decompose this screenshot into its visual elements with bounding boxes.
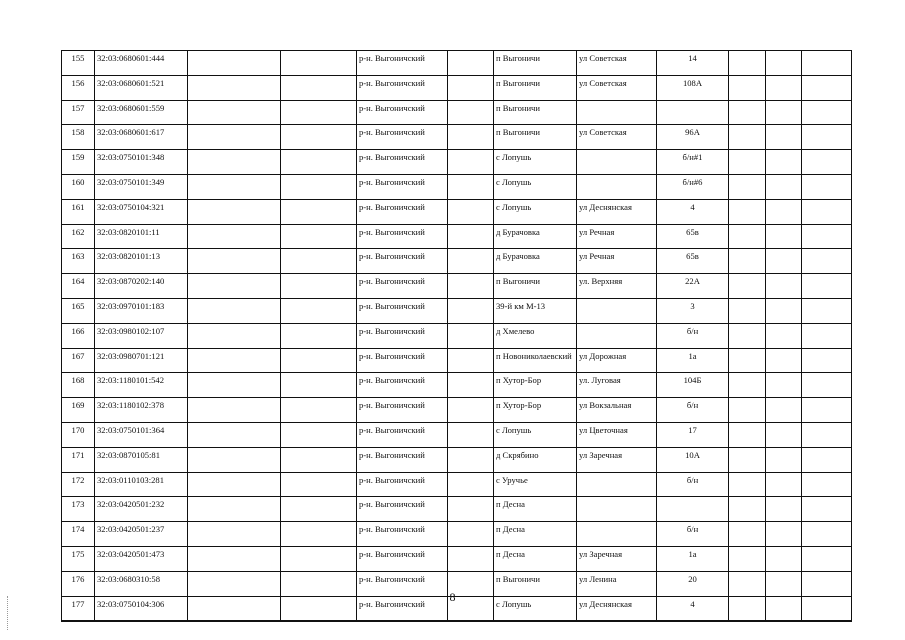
cell-n: 162 xyxy=(62,224,95,249)
cell-empty xyxy=(729,51,766,76)
cell-n: 168 xyxy=(62,373,95,398)
cell-street: ул Деснянская xyxy=(577,199,657,224)
cell-street: ул. Верхняя xyxy=(577,274,657,299)
cell-cad: 32:03:0680601:617 xyxy=(95,125,188,150)
cell-empty xyxy=(448,100,494,125)
cell-house: 22А xyxy=(657,274,729,299)
cell-empty xyxy=(281,522,357,547)
cell-district: р-н. Выгоничский xyxy=(357,199,448,224)
cell-cad: 32:03:0420501:473 xyxy=(95,546,188,571)
cell-cad: 32:03:0970101:183 xyxy=(95,298,188,323)
cell-place: п Выгоничи xyxy=(494,274,577,299)
cell-house: 17 xyxy=(657,422,729,447)
cell-empty xyxy=(188,100,281,125)
cell-place: п Хутор-Бор xyxy=(494,373,577,398)
cell-district: р-н. Выгоничский xyxy=(357,398,448,423)
cell-empty xyxy=(766,398,802,423)
cell-empty xyxy=(802,422,852,447)
cell-house: 20 xyxy=(657,571,729,596)
cell-empty xyxy=(802,447,852,472)
cell-place: п Новониколаевский xyxy=(494,348,577,373)
cell-district: р-н. Выгоничский xyxy=(357,249,448,274)
cell-place: п Выгоничи xyxy=(494,51,577,76)
cell-place: п Десна xyxy=(494,522,577,547)
cell-empty xyxy=(281,447,357,472)
cell-empty xyxy=(448,199,494,224)
cell-house: 96А xyxy=(657,125,729,150)
cell-empty xyxy=(766,249,802,274)
cell-n: 169 xyxy=(62,398,95,423)
cell-empty xyxy=(281,497,357,522)
cell-empty xyxy=(729,75,766,100)
cell-house xyxy=(657,100,729,125)
cell-empty xyxy=(802,497,852,522)
cell-empty xyxy=(729,497,766,522)
cell-empty xyxy=(448,249,494,274)
table-row xyxy=(62,174,852,199)
cell-place: п Выгоничи xyxy=(494,125,577,150)
cell-empty xyxy=(281,546,357,571)
cell-empty xyxy=(729,125,766,150)
cell-place: п Хутор-Бор xyxy=(494,398,577,423)
cell-empty xyxy=(281,274,357,299)
table-row xyxy=(62,224,852,249)
cell-empty xyxy=(729,447,766,472)
cell-empty xyxy=(802,373,852,398)
cell-house: 10А xyxy=(657,447,729,472)
cell-empty xyxy=(766,298,802,323)
cell-empty xyxy=(766,224,802,249)
cell-empty xyxy=(188,546,281,571)
cell-n: 164 xyxy=(62,274,95,299)
cell-cad: 32:03:0750101:349 xyxy=(95,174,188,199)
cell-street xyxy=(577,150,657,175)
cell-n: 165 xyxy=(62,298,95,323)
cell-place: п Десна xyxy=(494,497,577,522)
table-row xyxy=(62,348,852,373)
cell-n: 167 xyxy=(62,348,95,373)
cell-empty xyxy=(448,422,494,447)
table-row xyxy=(62,522,852,547)
cell-n: 173 xyxy=(62,497,95,522)
cell-cad: 32:03:0680310:58 xyxy=(95,571,188,596)
cell-empty xyxy=(188,323,281,348)
cell-district: р-н. Выгоничский xyxy=(357,596,448,621)
cell-street: ул Вокзальная xyxy=(577,398,657,423)
cell-cad: 32:03:0980701:121 xyxy=(95,348,188,373)
cell-house: 4 xyxy=(657,199,729,224)
cell-empty xyxy=(448,51,494,76)
cell-district: р-н. Выгоничский xyxy=(357,348,448,373)
cell-place: с Лопушь xyxy=(494,422,577,447)
cell-cad: 32:03:0680601:444 xyxy=(95,51,188,76)
cell-empty xyxy=(281,51,357,76)
table-row xyxy=(62,373,852,398)
cell-place: с Лопушь xyxy=(494,174,577,199)
cell-empty xyxy=(729,100,766,125)
cell-house: 104Б xyxy=(657,373,729,398)
table-row xyxy=(62,398,852,423)
cell-street xyxy=(577,174,657,199)
cell-empty xyxy=(729,249,766,274)
cell-district: р-н. Выгоничский xyxy=(357,150,448,175)
cell-house: 3 xyxy=(657,298,729,323)
cell-n: 155 xyxy=(62,51,95,76)
cell-empty xyxy=(766,522,802,547)
cell-n: 161 xyxy=(62,199,95,224)
cell-empty xyxy=(448,497,494,522)
cell-district: р-н. Выгоничский xyxy=(357,75,448,100)
cell-district: р-н. Выгоничский xyxy=(357,571,448,596)
cell-place: д Бурачовка xyxy=(494,224,577,249)
cell-empty xyxy=(281,398,357,423)
cell-empty xyxy=(188,422,281,447)
cell-street: ул Ленина xyxy=(577,571,657,596)
cell-house: 65в xyxy=(657,224,729,249)
cell-empty xyxy=(766,373,802,398)
cell-empty xyxy=(188,75,281,100)
cell-street: ул Речная xyxy=(577,224,657,249)
cell-empty xyxy=(729,398,766,423)
cell-empty xyxy=(766,51,802,76)
cell-empty xyxy=(281,472,357,497)
table-row xyxy=(62,274,852,299)
cell-cad: 32:03:1180101:542 xyxy=(95,373,188,398)
cell-n: 171 xyxy=(62,447,95,472)
cell-empty xyxy=(729,546,766,571)
table-row xyxy=(62,546,852,571)
cell-empty xyxy=(188,274,281,299)
table-row xyxy=(62,75,852,100)
cell-empty xyxy=(729,274,766,299)
cell-street: ул Советская xyxy=(577,125,657,150)
cell-empty xyxy=(448,298,494,323)
cell-empty xyxy=(448,174,494,199)
cell-empty xyxy=(188,348,281,373)
cell-empty xyxy=(188,298,281,323)
cell-street: ул Речная xyxy=(577,249,657,274)
cell-empty xyxy=(802,75,852,100)
cell-n: 163 xyxy=(62,249,95,274)
cell-empty xyxy=(448,224,494,249)
cell-empty xyxy=(766,199,802,224)
cell-district: р-н. Выгоничский xyxy=(357,174,448,199)
cell-empty xyxy=(766,75,802,100)
cell-empty xyxy=(729,348,766,373)
cell-empty xyxy=(281,323,357,348)
cell-place: п Выгоничи xyxy=(494,571,577,596)
margin-marks xyxy=(7,596,10,630)
table-row xyxy=(62,249,852,274)
cell-empty xyxy=(766,472,802,497)
cell-empty xyxy=(802,522,852,547)
cell-empty xyxy=(729,150,766,175)
cell-place: п Десна xyxy=(494,546,577,571)
cell-empty xyxy=(188,51,281,76)
cell-empty xyxy=(766,125,802,150)
cell-cad: 32:03:0750101:348 xyxy=(95,150,188,175)
cell-house: 4 xyxy=(657,596,729,621)
cell-n: 172 xyxy=(62,472,95,497)
cell-empty xyxy=(802,224,852,249)
cell-empty xyxy=(729,373,766,398)
table-row xyxy=(62,51,852,76)
cell-place: 39-й км М-13 xyxy=(494,298,577,323)
cell-empty xyxy=(281,224,357,249)
cell-district: р-н. Выгоничский xyxy=(357,472,448,497)
cell-house: б/н#6 xyxy=(657,174,729,199)
cell-empty xyxy=(188,174,281,199)
cell-empty xyxy=(448,125,494,150)
cell-empty xyxy=(766,422,802,447)
cell-house: б/н xyxy=(657,323,729,348)
cell-house: б/н xyxy=(657,398,729,423)
cell-n: 156 xyxy=(62,75,95,100)
cell-empty xyxy=(802,398,852,423)
cell-district: р-н. Выгоничский xyxy=(357,546,448,571)
cell-street: ул Заречная xyxy=(577,546,657,571)
cell-empty xyxy=(188,224,281,249)
table-row xyxy=(62,497,852,522)
cell-district: р-н. Выгоничский xyxy=(357,224,448,249)
table-row xyxy=(62,150,852,175)
cell-place: д Хмелево xyxy=(494,323,577,348)
cell-street xyxy=(577,100,657,125)
cell-empty xyxy=(188,373,281,398)
cell-house: 65в xyxy=(657,249,729,274)
cell-empty xyxy=(448,546,494,571)
cell-empty xyxy=(448,274,494,299)
cell-empty xyxy=(281,125,357,150)
cell-empty xyxy=(281,75,357,100)
cell-empty xyxy=(766,546,802,571)
cell-empty xyxy=(188,249,281,274)
cell-empty xyxy=(766,323,802,348)
cell-empty xyxy=(802,150,852,175)
cell-empty xyxy=(729,472,766,497)
table-row xyxy=(62,125,852,150)
cell-district: р-н. Выгоничский xyxy=(357,274,448,299)
cell-empty xyxy=(281,348,357,373)
cell-street: ул Советская xyxy=(577,75,657,100)
cell-street: ул Деснянская xyxy=(577,596,657,621)
cell-empty xyxy=(802,323,852,348)
cell-empty xyxy=(802,298,852,323)
cell-district: р-н. Выгоничский xyxy=(357,522,448,547)
table-row xyxy=(62,323,852,348)
cell-empty xyxy=(188,125,281,150)
cell-house: 1а xyxy=(657,546,729,571)
cell-district: р-н. Выгоничский xyxy=(357,298,448,323)
cell-empty xyxy=(802,274,852,299)
cell-empty xyxy=(448,472,494,497)
cell-house: б/н#1 xyxy=(657,150,729,175)
cell-cad: 32:03:0420501:237 xyxy=(95,522,188,547)
cell-empty xyxy=(729,422,766,447)
cell-empty xyxy=(802,199,852,224)
cell-district: р-н. Выгоничский xyxy=(357,323,448,348)
cell-place: д Скрябино xyxy=(494,447,577,472)
cell-cad: 32:03:0870202:140 xyxy=(95,274,188,299)
cell-empty xyxy=(802,348,852,373)
cell-empty xyxy=(448,447,494,472)
cell-cad: 32:03:1180102:378 xyxy=(95,398,188,423)
cell-n: 159 xyxy=(62,150,95,175)
cell-street xyxy=(577,323,657,348)
cell-empty xyxy=(802,51,852,76)
cell-cad: 32:03:0750104:306 xyxy=(95,596,188,621)
cell-empty xyxy=(188,447,281,472)
cell-empty xyxy=(188,497,281,522)
cell-district: р-н. Выгоничский xyxy=(357,497,448,522)
cell-empty xyxy=(188,398,281,423)
cell-empty xyxy=(188,199,281,224)
cell-cad: 32:03:0870105:81 xyxy=(95,447,188,472)
cell-empty xyxy=(729,174,766,199)
table-row xyxy=(62,298,852,323)
cell-empty xyxy=(766,447,802,472)
land-parcel-table xyxy=(61,50,852,622)
cell-cad: 32:03:0420501:232 xyxy=(95,497,188,522)
cell-cad: 32:03:0820101:11 xyxy=(95,224,188,249)
cell-empty xyxy=(281,199,357,224)
table-row xyxy=(62,472,852,497)
cell-district: р-н. Выгоничский xyxy=(357,373,448,398)
cell-cad: 32:03:0110103:281 xyxy=(95,472,188,497)
cell-district: р-н. Выгоничский xyxy=(357,125,448,150)
table-row xyxy=(62,447,852,472)
cell-empty xyxy=(448,150,494,175)
cell-empty xyxy=(188,150,281,175)
cell-place: п Выгоничи xyxy=(494,100,577,125)
cell-empty xyxy=(802,174,852,199)
cell-street xyxy=(577,522,657,547)
cell-empty xyxy=(729,323,766,348)
cell-house: 1а xyxy=(657,348,729,373)
cell-district: р-н. Выгоничский xyxy=(357,51,448,76)
cell-empty xyxy=(766,100,802,125)
cell-street: ул Заречная xyxy=(577,447,657,472)
cell-house: 14 xyxy=(657,51,729,76)
cell-empty xyxy=(448,398,494,423)
cell-empty xyxy=(729,522,766,547)
cell-cad: 32:03:0680601:559 xyxy=(95,100,188,125)
cell-empty xyxy=(281,422,357,447)
cell-n: 177 xyxy=(62,596,95,621)
cell-empty xyxy=(766,150,802,175)
cell-house: б/н xyxy=(657,522,729,547)
cell-house xyxy=(657,497,729,522)
cell-empty xyxy=(802,546,852,571)
cell-empty xyxy=(802,249,852,274)
cell-district: р-н. Выгоничский xyxy=(357,100,448,125)
cell-empty xyxy=(448,522,494,547)
cell-street: ул Советская xyxy=(577,51,657,76)
cell-empty xyxy=(448,348,494,373)
cell-place: с Лопушь xyxy=(494,199,577,224)
cell-empty xyxy=(766,348,802,373)
cell-empty xyxy=(729,298,766,323)
cell-empty xyxy=(281,150,357,175)
table-row xyxy=(62,199,852,224)
cell-empty xyxy=(188,522,281,547)
cell-empty xyxy=(188,472,281,497)
cell-empty xyxy=(448,323,494,348)
cell-empty xyxy=(802,125,852,150)
cell-street xyxy=(577,472,657,497)
cell-n: 160 xyxy=(62,174,95,199)
cell-street: ул. Луговая xyxy=(577,373,657,398)
cell-empty xyxy=(281,373,357,398)
cell-house: 108А xyxy=(657,75,729,100)
cell-n: 170 xyxy=(62,422,95,447)
cell-cad: 32:03:0980102:107 xyxy=(95,323,188,348)
cell-street xyxy=(577,298,657,323)
cell-cad: 32:03:0820101:13 xyxy=(95,249,188,274)
cell-n: 166 xyxy=(62,323,95,348)
cell-empty xyxy=(281,174,357,199)
cell-place: с Лопушь xyxy=(494,150,577,175)
cell-district: р-н. Выгоничский xyxy=(357,422,448,447)
cell-empty xyxy=(448,75,494,100)
cell-house: б/н xyxy=(657,472,729,497)
cell-empty xyxy=(281,100,357,125)
cell-street xyxy=(577,497,657,522)
cell-empty xyxy=(281,249,357,274)
cell-empty xyxy=(766,497,802,522)
cell-place: с Лопушь xyxy=(494,596,577,621)
table-row xyxy=(62,100,852,125)
cell-empty xyxy=(729,224,766,249)
cell-n: 157 xyxy=(62,100,95,125)
cell-empty xyxy=(766,174,802,199)
cell-n: 175 xyxy=(62,546,95,571)
table-row xyxy=(62,422,852,447)
page-number: 8 xyxy=(449,590,456,604)
cell-empty xyxy=(766,274,802,299)
cell-empty xyxy=(448,373,494,398)
cell-empty xyxy=(802,100,852,125)
cell-district: р-н. Выгоничский xyxy=(357,447,448,472)
cell-empty xyxy=(281,298,357,323)
cell-n: 176 xyxy=(62,571,95,596)
cell-place: д Бурачовка xyxy=(494,249,577,274)
cell-cad: 32:03:0750101:364 xyxy=(95,422,188,447)
cell-place: с Уручье xyxy=(494,472,577,497)
cell-place: п Выгоничи xyxy=(494,75,577,100)
cell-street: ул Дорожная xyxy=(577,348,657,373)
cell-cad: 32:03:0750104:321 xyxy=(95,199,188,224)
table-body xyxy=(62,51,852,622)
cell-n: 174 xyxy=(62,522,95,547)
cell-street: ул Цветочная xyxy=(577,422,657,447)
cell-empty xyxy=(802,472,852,497)
cell-empty xyxy=(729,199,766,224)
cell-n: 158 xyxy=(62,125,95,150)
cell-cad: 32:03:0680601:521 xyxy=(95,75,188,100)
